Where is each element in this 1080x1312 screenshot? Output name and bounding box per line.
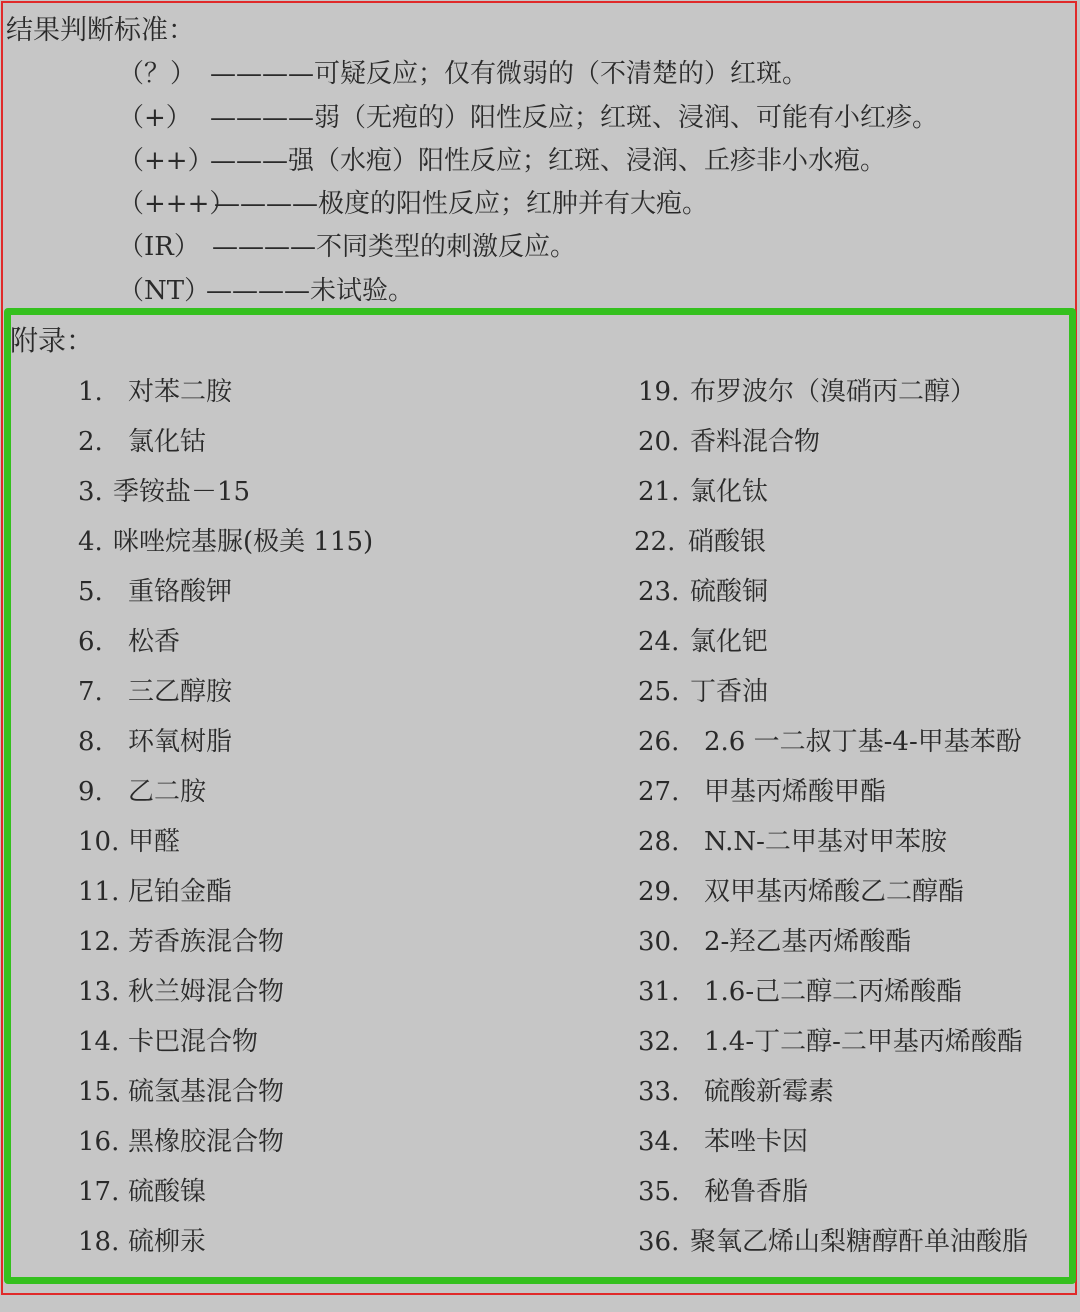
item-number: 9. (78, 777, 103, 807)
item-name: 氯化钛 (690, 477, 769, 507)
item-number: 8. (78, 727, 103, 757)
item-number: 2. (78, 427, 103, 457)
item-name: 秘鲁香脂 (704, 1177, 809, 1207)
item-name: 布罗波尔（溴硝丙二醇） (690, 377, 977, 407)
item-number: 6. (78, 627, 103, 657)
item-name: 季铵盐－15 (113, 477, 251, 507)
item-number: 1. (78, 377, 103, 407)
item-name: 尼铂金酯 (128, 877, 233, 907)
item-name: 硫酸新霉素 (704, 1077, 835, 1107)
item-number: 4. (78, 527, 103, 557)
item-number: 28. (638, 827, 680, 857)
item-number: 18. (78, 1227, 120, 1257)
item-number: 16. (78, 1127, 120, 1157)
item-name: 环氧树脂 (128, 727, 233, 757)
criteria-symbol: （+） (118, 103, 192, 133)
item-name: 苯唑卡因 (704, 1127, 809, 1157)
item-number: 31. (638, 977, 680, 1007)
item-number: 33. (638, 1077, 680, 1107)
criteria-description: ————极度的阳性反应；红肿并有大疱。 (214, 189, 709, 219)
item-number: 13. (78, 977, 120, 1007)
criteria-description: ————弱（无疱的）阳性反应；红斑、浸润、可能有小红疹。 (210, 103, 939, 133)
item-name: 对苯二胺 (128, 377, 233, 407)
item-number: 20. (638, 427, 680, 457)
criteria-title: 结果判断标准： (6, 15, 195, 46)
item-name: 咪唑烷基脲(极美 115) (113, 527, 374, 557)
item-name: 三乙醇胺 (128, 677, 233, 707)
item-number: 7. (78, 677, 103, 707)
item-name: 甲醛 (128, 827, 181, 857)
appendix-title: 附录： (10, 324, 95, 357)
item-name: 2-羟乙基丙烯酸酯 (704, 927, 912, 957)
item-name: 硝酸银 (688, 527, 767, 557)
item-name: 重铬酸钾 (128, 577, 233, 607)
item-name: 乙二胺 (128, 777, 207, 807)
item-number: 23. (638, 577, 680, 607)
item-name: 聚氧乙烯山梨糖醇酐单油酸脂 (690, 1227, 1029, 1257)
item-name: N.N-二甲基对甲苯胺 (704, 827, 947, 857)
item-number: 15. (78, 1077, 120, 1107)
item-name: 松香 (128, 627, 181, 657)
item-name: 甲基丙烯酸甲酯 (704, 777, 887, 807)
item-number: 36. (638, 1227, 680, 1257)
item-name: 1.4-丁二醇-二甲基丙烯酸酯 (704, 1027, 1023, 1057)
item-name: 2.6 一二叔丁基-4-甲基苯酚 (704, 727, 1022, 757)
item-number: 30. (638, 927, 680, 957)
item-number: 34. (638, 1127, 680, 1157)
item-number: 5. (78, 577, 103, 607)
item-name: 1.6-己二醇二丙烯酸酯 (704, 977, 963, 1007)
item-number: 11. (78, 877, 120, 907)
item-number: 19. (638, 377, 680, 407)
item-number: 14. (78, 1027, 120, 1057)
item-name: 卡巴混合物 (128, 1027, 259, 1057)
criteria-symbol: （++） (118, 146, 214, 176)
item-number: 17. (78, 1177, 120, 1207)
item-number: 12. (78, 927, 120, 957)
criteria-symbol: （NT） (118, 276, 211, 306)
item-name: 硫氢基混合物 (128, 1077, 285, 1107)
item-number: 26. (638, 727, 680, 757)
item-name: 芳香族混合物 (128, 927, 285, 957)
item-number: 29. (638, 877, 680, 907)
item-number: 32. (638, 1027, 680, 1057)
criteria-symbol: （IR） (118, 232, 200, 262)
criteria-description: ————不同类型的刺激反应。 (212, 232, 577, 262)
item-name: 双甲基丙烯酸乙二醇酯 (704, 877, 965, 907)
criteria-description: ———强（水疱）阳性反应；红斑、浸润、丘疹非小水疱。 (210, 146, 887, 176)
item-number: 22. (634, 527, 676, 557)
item-name: 硫酸铜 (690, 577, 769, 607)
item-name: 硫酸镍 (128, 1177, 207, 1207)
criteria-description: ————可疑反应；仅有微弱的（不清楚的）红斑。 (210, 59, 809, 89)
criteria-symbol: （+++） (118, 189, 236, 219)
criteria-description: ————未试验。 (206, 276, 415, 306)
item-number: 35. (638, 1177, 680, 1207)
item-number: 10. (78, 827, 120, 857)
item-number: 27. (638, 777, 680, 807)
item-name: 黑橡胶混合物 (128, 1127, 285, 1157)
item-number: 21. (638, 477, 680, 507)
item-name: 硫柳汞 (128, 1227, 207, 1257)
item-name: 秋兰姆混合物 (128, 977, 285, 1007)
item-number: 24. (638, 627, 680, 657)
item-number: 25. (638, 677, 680, 707)
item-name: 氯化钯 (690, 627, 769, 657)
item-name: 氯化钴 (128, 427, 207, 457)
criteria-symbol: （？） (118, 59, 197, 89)
item-name: 香料混合物 (690, 427, 821, 457)
item-name: 丁香油 (690, 677, 769, 707)
item-number: 3. (78, 477, 103, 507)
